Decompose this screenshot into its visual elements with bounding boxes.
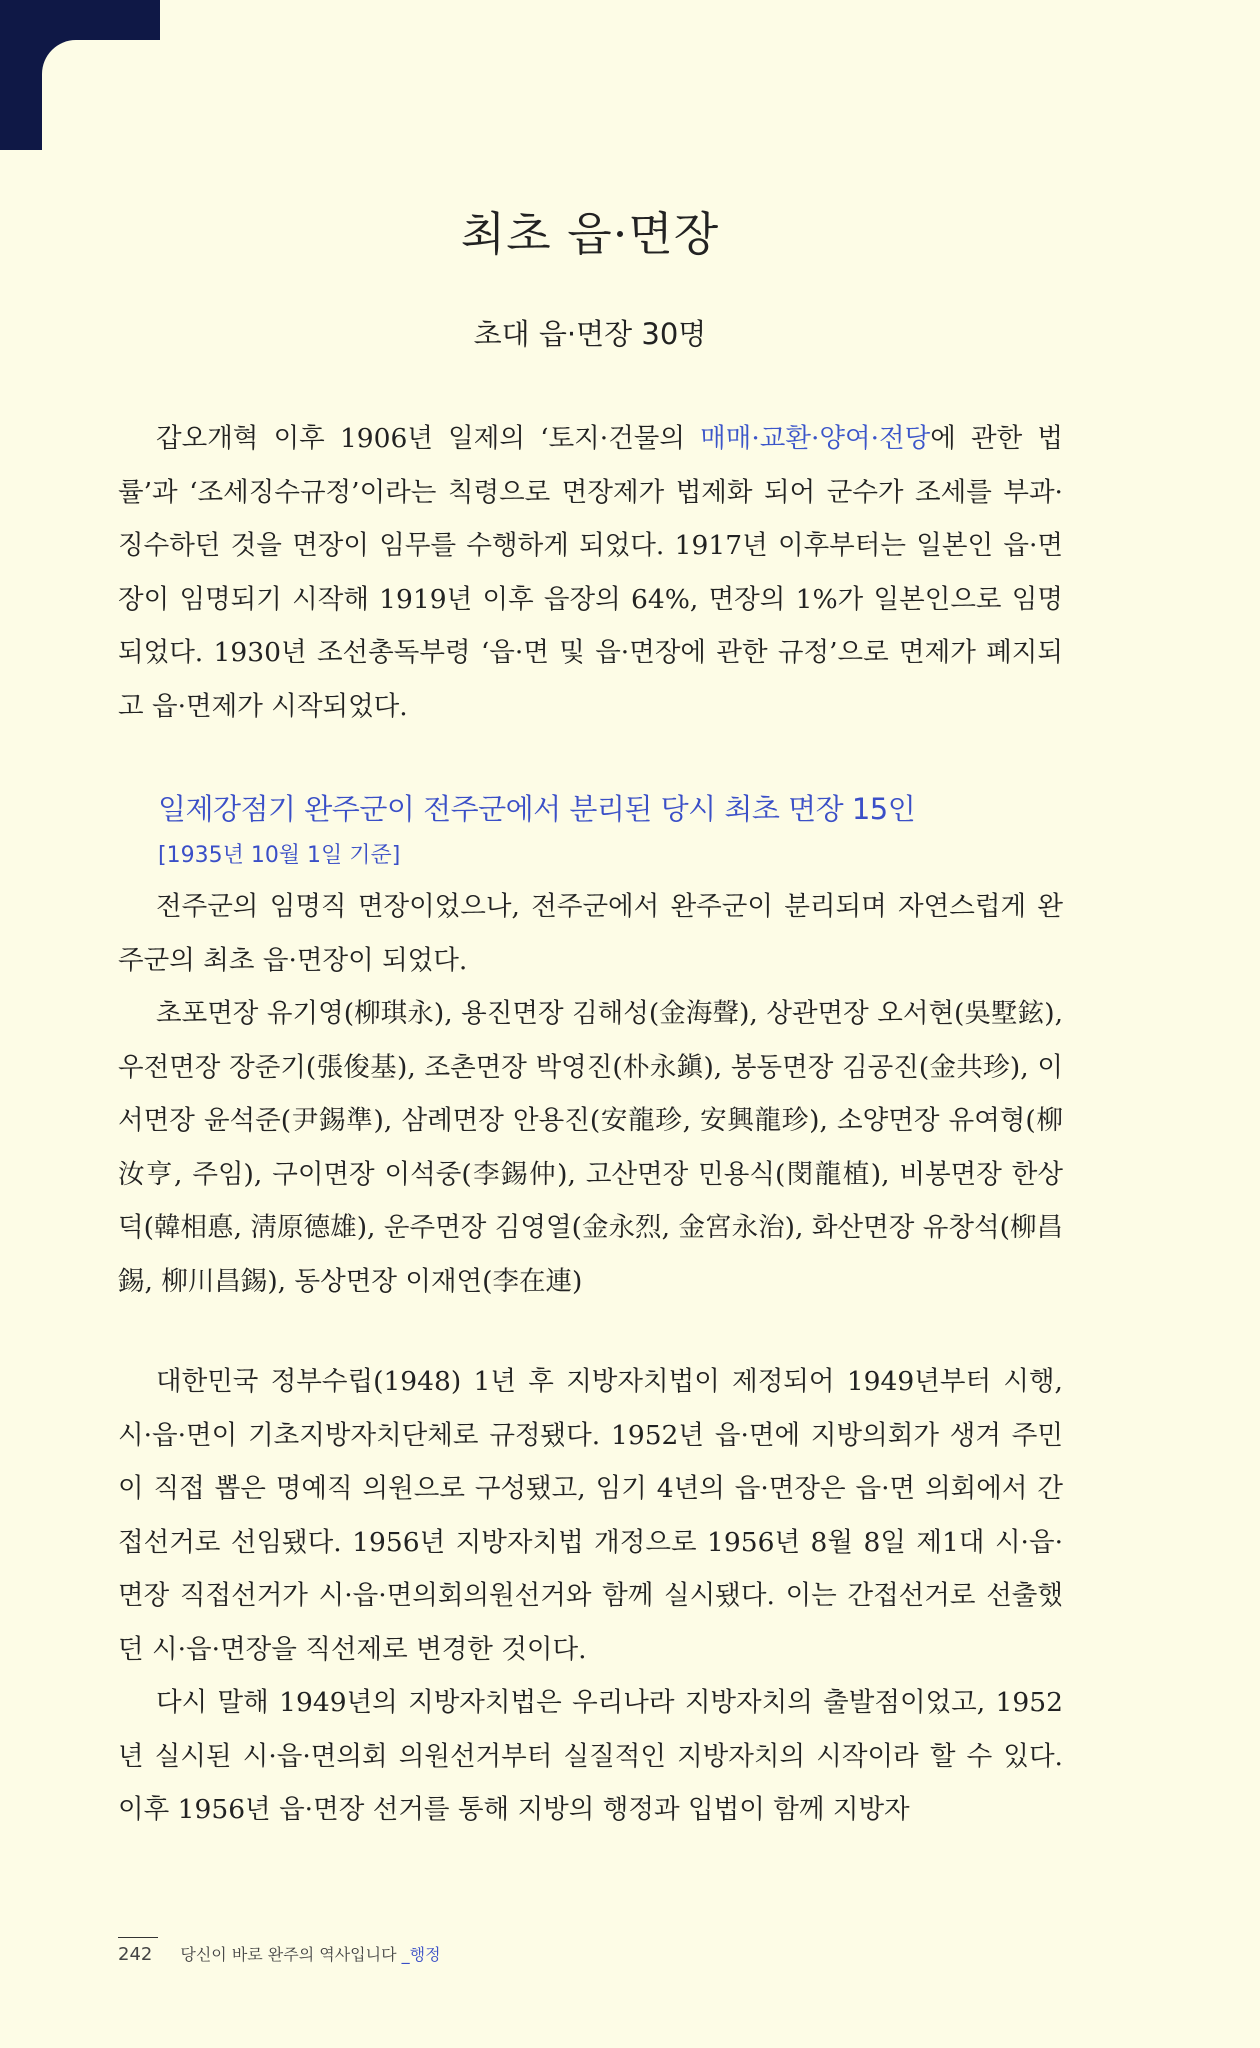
section-title: 일제강점기 완주군이 전주군에서 분리된 당시 최초 면장 15인 — [158, 792, 916, 826]
footer-book-title — [180, 1942, 440, 1965]
body-paragraph-2: 다시 말해 1949년의 지방자치법은 우리나라 지방자치의 출발점이었고, 1952년 실시된 시·읍·면의회 의원선거부터 실질적인 지방자치의 시작이라 할 수 있다. 이후 1956년 읍·면장 선거를 통해 지방의 행정과 입법이 함께 지방자 — [118, 1687, 1063, 1825]
footer-section-label: _행정 — [401, 1945, 441, 1964]
section-text — [118, 880, 1063, 1308]
intro-paragraph — [118, 412, 1063, 733]
page-number: 242 — [118, 1944, 153, 1965]
section-paragraph-2: 초포면장 유기영(柳琪永), 용진면장 김해성(金海聲), 상관면장 오서현(吳墅鉉), 우전면장 장준기(張俊基), 조촌면장 박영진(朴永鎭), 봉동면장 김공진(金共珍), 이서면장 윤석준(尹錫準), 삼례면장 안용진(安龍珍, 安興龍珍), 소양면장 유여형(柳汝亨, 주임), 구이면장 이석중(李錫仲), 고산면장 민용식(閔龍植), 비봉면장 한상덕(韓相悳, 淸原德雄), 운주면장 김영열(金永烈, 金宮永治), 화산면장 유창석(柳昌錫, 柳川昌錫), 동상면장 이재연(李在連) — [118, 998, 1063, 1297]
intro-text — [118, 412, 1063, 733]
footer-rule — [118, 1937, 158, 1938]
corner-decoration-cutout — [42, 40, 182, 180]
body-text — [118, 1355, 1063, 1837]
intro-text-post: 에 관한 법률’과 ‘조세징수규정’이라는 칙령으로 면장제가 법제화 되어 군수가 조세를 부과·징수하던 것을 면장이 임무를 수행하게 되었다. 1917년 이후부터는 일본인 읍·면장이 임명되기 시작해 1919년 이후 읍장의 64%, 면장의 1%가 일본인으로 임명되었다. 1930년 조선총독부령 ‘읍·면 및 읍·면장에 관한 규정’으로 면제가 폐지되고 읍·면제가 시작되었다. — [118, 423, 1064, 722]
page-footer — [118, 1942, 441, 1965]
page-title: 최초 읍·면장 — [460, 207, 720, 261]
body-paragraph-1: 대한민국 정부수립(1948) 1년 후 지방자치법이 제정되어 1949년부터 시행, 시·읍·면이 기초지방자치단체로 규정됐다. 1952년 읍·면에 지방의회가 생겨 주민이 직접 뽑은 명예직 의원으로 구성됐고, 임기 4년의 읍·면장은 읍·면 의회에서 간접선거로 선임됐다. 1956년 지방자치법 개정으로 1956년 8월 8일 제1대 시·읍·면장 직접선거가 시·읍·면의회의원선거와 함께 실시됐다. 이는 간접선거로 선출했던 시·읍·면장을 직선제로 변경한 것이다. — [118, 1366, 1063, 1665]
section-paragraph-1: 전주군의 임명직 면장이었으나, 전주군에서 완주군이 분리되며 자연스럽게 완주군의 최초 읍·면장이 되었다. — [118, 891, 1063, 976]
intro-highlight: 매매·교환·양여·전당 — [700, 423, 931, 454]
footer-book-title-text: 당신이 바로 완주의 역사입니다 — [180, 1945, 397, 1964]
intro-text-pre: 갑오개혁 이후 1906년 일제의 ‘토지·건물의 — [156, 423, 701, 454]
page-subtitle: 초대 읍·면장 30명 — [473, 317, 707, 351]
section-date: [1935년 10월 1일 기준] — [158, 843, 401, 868]
